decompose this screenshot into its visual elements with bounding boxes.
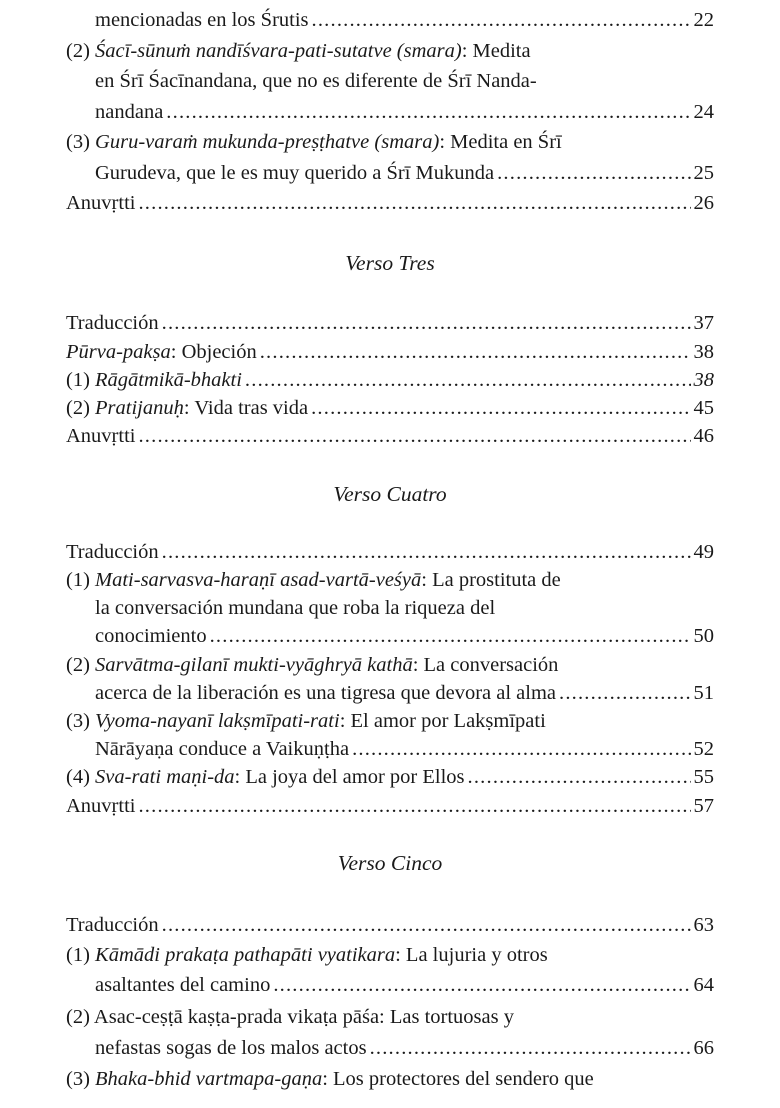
dot-leader xyxy=(162,911,691,939)
toc-entry xyxy=(66,366,714,394)
dot-leader xyxy=(138,792,690,820)
toc-entry xyxy=(66,763,714,791)
entry-title: Traducción xyxy=(66,541,159,563)
toc-entry xyxy=(95,6,714,34)
page-number: 45 xyxy=(693,397,714,419)
entry-subtitle: : Vida tras vida xyxy=(183,397,309,419)
entry-subtitle: : El amor por Lakṣmīpati xyxy=(339,710,546,732)
entry-sanskrit-title: Pūrva-pakṣa xyxy=(66,341,171,363)
toc-entry xyxy=(66,1003,780,1031)
entry-sanskrit-title: Śacī-sūnuṁ nandīśvara-pati-sutatve (smara) xyxy=(95,40,462,62)
entry-title xyxy=(66,338,257,366)
page-number: 24 xyxy=(693,101,714,123)
entry-subtitle: : La joya del amor por Ellos xyxy=(234,766,465,788)
entry-number: (2) xyxy=(66,397,96,419)
toc-entry xyxy=(66,911,714,939)
section-heading: Verso Cinco xyxy=(337,851,443,875)
entry-subtitle: : Las tortuosas y xyxy=(379,1006,514,1028)
toc-entry xyxy=(66,707,780,735)
section-heading: Verso Cuatro xyxy=(333,482,447,506)
dot-leader xyxy=(273,971,690,999)
page-number: 38 xyxy=(693,369,714,391)
entry-subtitle: : La lujuria y otros xyxy=(395,944,548,966)
toc-entry xyxy=(66,338,714,366)
page-number: 63 xyxy=(693,914,714,936)
entry-subtitle: : La conversación xyxy=(412,654,559,676)
page-number: 37 xyxy=(693,312,714,334)
toc-entry-continuation xyxy=(95,1034,714,1062)
entry-title: Anuvṛtti xyxy=(66,795,136,817)
entry-number: (2) xyxy=(66,654,96,676)
dot-leader xyxy=(162,309,691,337)
entry-sanskrit-title: Pratijanuḥ xyxy=(95,397,184,419)
page-number: 50 xyxy=(693,625,714,647)
dot-leader xyxy=(352,735,690,763)
toc-entry xyxy=(66,128,780,156)
page-number: 55 xyxy=(693,766,714,788)
toc-entry-continuation xyxy=(95,735,714,763)
dot-leader xyxy=(166,98,690,126)
dot-leader xyxy=(497,159,690,187)
toc-entry-continuation xyxy=(95,679,714,707)
entry-subtitle: la conversación mundana que roba la riqueza del xyxy=(95,597,496,619)
dot-leader xyxy=(162,538,691,566)
entry-title: Anuvṛtti xyxy=(66,192,136,214)
entry-title: Traducción xyxy=(66,914,159,936)
entry-number: (2) xyxy=(66,1006,94,1028)
entry-number: (1) xyxy=(66,569,96,591)
entry-sanskrit-title: Rāgātmikā-bhakti xyxy=(95,369,242,391)
entry-sanskrit-title: Asac-ceṣṭā kaṣṭa-prada vikaṭa pāśa xyxy=(93,1006,380,1028)
toc-entry-continuation xyxy=(95,971,714,999)
entry-subtitle: : La prostituta de xyxy=(421,569,561,591)
dot-leader xyxy=(260,338,691,366)
entry-number: (2) xyxy=(66,40,96,62)
entry-number: (3) xyxy=(66,710,96,732)
dot-leader xyxy=(468,763,691,791)
entry-title: nandana xyxy=(95,101,164,123)
entry-sanskrit-title: Sarvātma-gilanī mukti-vyāghryā kathā xyxy=(95,654,413,676)
entry-title xyxy=(66,763,465,791)
page-number: 52 xyxy=(693,738,714,760)
toc-entry xyxy=(66,566,780,594)
page-number: 66 xyxy=(693,1037,714,1059)
dot-leader xyxy=(138,422,690,450)
entry-sanskrit-title: Vyoma-nayanī lakṣmīpati-rati xyxy=(95,710,340,732)
entry-subtitle: : Objeción xyxy=(170,341,257,363)
entry-title: Gurudeva, que le es muy querido a Śrī Mukunda xyxy=(95,162,495,184)
page-number: 46 xyxy=(693,425,714,447)
page-number: 49 xyxy=(693,541,714,563)
toc-entry xyxy=(66,1065,780,1093)
dot-leader xyxy=(370,1034,691,1062)
toc-entry xyxy=(66,189,714,217)
page-number: 22 xyxy=(693,9,714,31)
dot-leader xyxy=(311,394,690,422)
entry-sanskrit-title: Mati-sarvasva-haraṇī asad-vartā-veśyā xyxy=(95,569,422,591)
toc-entry xyxy=(66,37,780,65)
toc-entry-continuation xyxy=(95,159,714,187)
toc-entry xyxy=(66,651,780,679)
toc-entry-continuation xyxy=(95,594,780,622)
dot-leader xyxy=(210,622,691,650)
page-number: 57 xyxy=(693,795,714,817)
entry-title: mencionadas en los Śrutis xyxy=(95,9,309,31)
entry-subtitle: : Los protectores del sendero que xyxy=(322,1068,594,1090)
entry-subtitle: Nārāyaṇa conduce a Vaikuṇṭha xyxy=(95,738,350,760)
entry-subtitle: acerca de la liberación es una tigresa que devora al alma xyxy=(95,682,556,704)
entry-sanskrit-title: Guru-varaṁ mukunda-preṣṭhatve (smara) xyxy=(95,131,440,153)
entry-sanskrit-title: Sva-rati maṇi-da xyxy=(95,766,235,788)
page-number: 64 xyxy=(693,974,714,996)
dot-leader xyxy=(559,679,691,707)
dot-leader xyxy=(138,189,690,217)
toc-entry xyxy=(66,941,780,969)
dot-leader xyxy=(245,366,691,394)
section-heading: Verso Tres xyxy=(345,251,435,275)
entry-title xyxy=(66,366,242,394)
page-number: 51 xyxy=(693,682,714,704)
toc-entry xyxy=(66,394,714,422)
toc-entry-continuation xyxy=(95,622,714,650)
entry-subtitle: nefastas sogas de los malos actos xyxy=(95,1037,367,1059)
entry-sanskrit-title: Bhaka-bhid vartmapa-gaṇa xyxy=(95,1068,323,1090)
toc-entry-continuation xyxy=(95,98,714,126)
toc-entry-continuation xyxy=(95,67,780,95)
entry-number: (3) xyxy=(66,1068,96,1090)
entry-number: (1) xyxy=(66,369,96,391)
entry-number: (1) xyxy=(66,944,96,966)
entry-title: en Śrī Śacīnandana, que no es diferente de Śrī Nanda- xyxy=(95,70,537,92)
entry-sanskrit-title: Kāmādi prakaṭa pathapāti vyatikara xyxy=(95,944,396,966)
page-number: 38 xyxy=(693,341,714,363)
toc-entry xyxy=(66,538,714,566)
entry-title: : Medita xyxy=(461,40,531,62)
entry-subtitle: asaltantes del camino xyxy=(95,974,271,996)
dot-leader xyxy=(312,6,691,34)
entry-number: (4) xyxy=(66,766,96,788)
toc-entry xyxy=(66,422,714,450)
entry-title: Traducción xyxy=(66,312,159,334)
entry-number: (3) xyxy=(66,131,96,153)
page-number: 26 xyxy=(693,192,714,214)
entry-title xyxy=(66,394,308,422)
toc-entry xyxy=(66,792,714,820)
entry-title: : Medita en Śrī xyxy=(439,131,562,153)
toc-entry xyxy=(66,309,714,337)
entry-title: Anuvṛtti xyxy=(66,425,136,447)
page-number: 25 xyxy=(693,162,714,184)
entry-subtitle: conocimiento xyxy=(95,625,207,647)
